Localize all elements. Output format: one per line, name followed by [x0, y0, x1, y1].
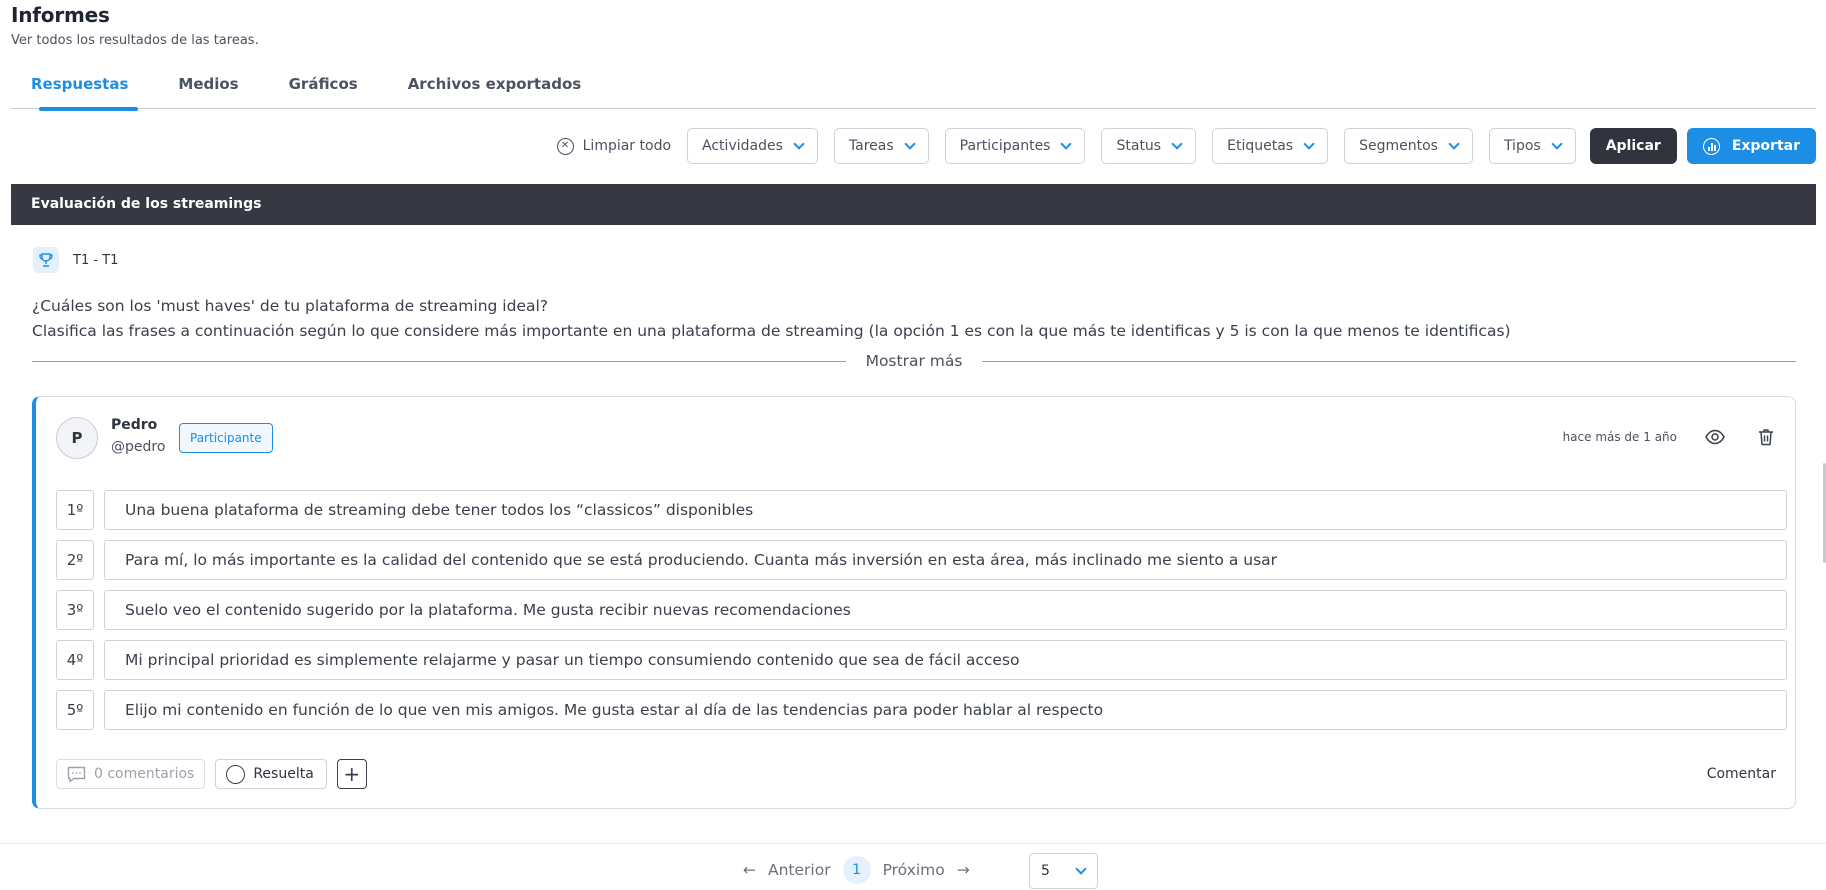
show-more-button[interactable]: Mostrar más: [865, 352, 963, 370]
filter-participantes[interactable]: [945, 128, 1086, 164]
pagination: [743, 856, 970, 884]
export-label: Exportar: [1731, 138, 1800, 154]
response-card: [32, 396, 1796, 809]
filter-status[interactable]: [1101, 128, 1196, 164]
divider-line: [32, 361, 846, 362]
resolved-toggle[interactable]: [215, 759, 326, 789]
question-line: ¿Cuáles son los 'must haves' de tu plataforma de streaming ideal?: [32, 297, 549, 315]
timestamp: hace más de 1 año: [1562, 430, 1677, 444]
filter-label: Etiquetas: [1227, 138, 1294, 154]
filter-label: Actividades: [702, 138, 783, 154]
filter-actividades[interactable]: [687, 128, 818, 164]
circle-icon: [226, 765, 245, 784]
rank-number: 5º: [56, 690, 94, 730]
filter-segmentos[interactable]: [1344, 128, 1473, 164]
tab-archivos-exportados[interactable]: Archivos exportados: [407, 75, 582, 93]
user-handle: @pedro: [111, 439, 166, 455]
tab-bar: [11, 66, 1816, 109]
filter-etiquetas[interactable]: [1212, 128, 1328, 164]
clear-all-button[interactable]: [557, 138, 671, 155]
chevron-down-icon: [1171, 138, 1182, 149]
plus-icon: +: [343, 762, 361, 786]
page-title: Informes: [11, 3, 110, 27]
clear-all-label: Limpiar todo: [582, 138, 672, 154]
arrow-right-icon: →: [956, 861, 970, 879]
rank-number: 1º: [56, 490, 94, 530]
rank-text: Una buena plataforma de streaming debe tener todos los “classicos” disponibles: [104, 490, 1787, 530]
rank-number: 3º: [56, 590, 94, 630]
rank-number: 2º: [56, 540, 94, 580]
task-code: T1 - T1: [73, 252, 119, 268]
rank-text: Mi principal prioridad es simplemente relajarme y pasar un tiempo consumiendo contenido que sea de fácil acceso: [104, 640, 1787, 680]
user-name: Pedro: [111, 417, 158, 433]
trash-icon[interactable]: [1758, 428, 1774, 450]
rank-number: 4º: [56, 640, 94, 680]
previous-label: Anterior: [768, 861, 831, 879]
page-size-select[interactable]: [1029, 853, 1098, 889]
rank-text: Suelo veo el contenido sugerido por la plataforma. Me gusta recibir nuevas recomendaciones: [104, 590, 1787, 630]
arrow-left-icon: ←: [743, 861, 756, 879]
chevron-down-icon: [1551, 138, 1562, 149]
ranking-row: [56, 590, 1787, 630]
ranking-row: [56, 540, 1787, 580]
filter-label: Tipos: [1503, 138, 1541, 154]
chart-icon: [1703, 138, 1720, 155]
export-button[interactable]: [1687, 128, 1816, 164]
add-button[interactable]: [337, 759, 367, 789]
ranking-row: [56, 690, 1787, 730]
filter-label: Participantes: [959, 138, 1051, 154]
page-header: [11, 3, 259, 48]
rank-text: Para mí, lo más importante es la calidad del contenido que se está produciendo. Cuanta más inversión en esta área, más inclinado me siento a usar: [104, 540, 1787, 580]
next-label: Próximo: [882, 861, 945, 879]
chevron-down-icon: [904, 138, 915, 149]
trophy-icon: [33, 247, 59, 273]
close-circle-icon: ✕: [557, 138, 574, 155]
page-size-value: 5: [1041, 863, 1050, 879]
chevron-down-icon: [793, 138, 804, 149]
comment-icon: [67, 766, 86, 783]
tab-medios[interactable]: Medios: [178, 75, 239, 93]
comments-count-label: 0 comentarios: [94, 766, 195, 782]
section-title: Evaluación de los streamings: [11, 184, 1816, 225]
chevron-down-icon: [1075, 863, 1086, 874]
avatar: P: [56, 417, 98, 459]
apply-button[interactable]: Aplicar: [1590, 128, 1677, 164]
pagination-bar: [0, 843, 1826, 890]
ranking-row: [56, 490, 1787, 530]
question-text: [32, 294, 1511, 344]
filter-tipos[interactable]: [1489, 128, 1576, 164]
filter-label: Status: [1116, 138, 1162, 154]
ranking-list: [56, 490, 1787, 740]
card-footer: [56, 759, 1787, 789]
chevron-down-icon: [1303, 138, 1314, 149]
rank-text: Elijo mi contenido en función de lo que ven mis amigos. Me gusta estar al día de las tendencias para poder hablar al respecto: [104, 690, 1787, 730]
previous-page-button[interactable]: [743, 861, 831, 879]
eye-icon[interactable]: [1705, 429, 1725, 449]
filter-label: Segmentos: [1359, 138, 1438, 154]
tab-graficos[interactable]: Gráficos: [288, 75, 358, 93]
chevron-down-icon: [1061, 138, 1072, 149]
filter-bar: [557, 128, 1816, 164]
page-number[interactable]: 1: [843, 856, 871, 884]
next-page-button[interactable]: [883, 861, 970, 879]
comments-button[interactable]: [56, 759, 205, 789]
ranking-row: [56, 640, 1787, 680]
task-row: [33, 247, 118, 273]
chevron-down-icon: [1448, 138, 1459, 149]
filter-label: Tareas: [848, 138, 894, 154]
question-instruction: Clasifica las frases a continuación según lo que considere más importante en una plataforma de streaming (la opción 1 es con la que más te identificas y 5 is con la que menos te identificas): [32, 322, 1511, 340]
role-badge: Participante: [179, 423, 273, 453]
filter-tareas[interactable]: [834, 128, 929, 164]
show-more-divider: [32, 352, 1796, 370]
resolved-label: Resuelta: [253, 766, 314, 782]
comment-button[interactable]: Comentar: [1706, 766, 1776, 782]
tab-respuestas[interactable]: Respuestas: [11, 66, 148, 109]
page-subtitle: Ver todos los resultados de las tareas.: [11, 33, 259, 48]
divider-line: [982, 361, 1796, 362]
